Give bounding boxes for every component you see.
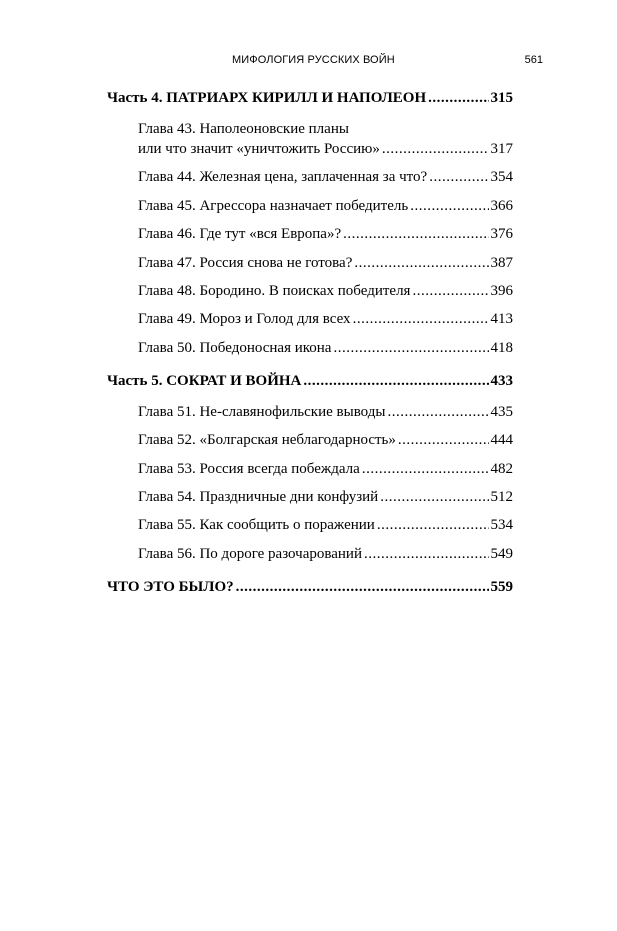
chapter-title: Глава 51. Не-славянофильские выводы xyxy=(138,403,386,420)
dot-leader xyxy=(362,459,489,479)
part-page: 559 xyxy=(490,578,513,595)
toc-chapter-55 xyxy=(107,515,513,535)
toc-chapter-50 xyxy=(107,338,513,358)
chapter-title: Глава 44. Железная цена, заплаченная за что? xyxy=(138,169,428,186)
chapter-title: Глава 50. Победоносная икона xyxy=(138,339,332,356)
chapter-title: Глава 52. «Болгарская неблагодарность» xyxy=(138,432,396,449)
dot-leader xyxy=(410,196,488,216)
toc-final-section xyxy=(107,577,513,597)
toc-chapter-53 xyxy=(107,459,513,479)
toc-chapter-43 xyxy=(107,119,513,159)
toc-chapter-48 xyxy=(107,281,513,301)
chapter-page: 549 xyxy=(490,545,513,562)
chapter-page: 376 xyxy=(490,226,513,243)
dot-leader xyxy=(382,139,489,159)
chapter-title: или что значит «уничтожить Россию» xyxy=(138,141,380,157)
chapter-title: Глава 48. Бородино. В поисках победителя xyxy=(138,282,411,299)
chapter-title: Глава 46. Где тут «вся Европа»? xyxy=(138,226,342,243)
part-page: 433 xyxy=(490,372,513,389)
part-title: ЧТО ЭТО БЫЛО? xyxy=(107,578,234,595)
part-5-chapters xyxy=(107,402,513,564)
chapter-page: 366 xyxy=(490,197,513,214)
chapter-page: 482 xyxy=(490,460,513,477)
chapter-page: 418 xyxy=(490,339,513,356)
toc-chapter-56 xyxy=(107,544,513,564)
chapter-title: Глава 45. Агрессора назначает победитель xyxy=(138,197,409,214)
chapter-title: Глава 47. Россия снова не готова? xyxy=(138,254,353,271)
toc-chapter-54 xyxy=(107,487,513,507)
toc-part-5 xyxy=(107,371,513,391)
page-number: 561 xyxy=(524,54,543,66)
dot-leader xyxy=(236,577,489,597)
toc-chapter-44 xyxy=(107,167,513,187)
chapter-page: 444 xyxy=(490,432,513,449)
dot-leader xyxy=(354,253,488,273)
chapter-title: Глава 49. Мороз и Голод для всех xyxy=(138,311,351,328)
chapter-title: Глава 54. Праздничные дни конфузий xyxy=(138,488,379,505)
chapter-page: 413 xyxy=(490,311,513,328)
dot-leader xyxy=(353,309,489,329)
chapter-page: 396 xyxy=(490,282,513,299)
part-title: Часть 4. ПАТРИАРХ КИРИЛЛ И НАПОЛЕОН xyxy=(107,90,427,106)
dot-leader xyxy=(303,371,488,391)
chapter-page: 534 xyxy=(490,517,513,534)
toc-chapter-46 xyxy=(107,224,513,244)
toc-chapter-52 xyxy=(107,430,513,450)
dot-leader xyxy=(364,544,489,564)
dot-leader xyxy=(377,515,489,535)
part-page: 315 xyxy=(490,90,513,106)
dot-leader xyxy=(429,167,488,187)
chapter-title-line1: Глава 43. Наполеоновские планы xyxy=(138,121,349,137)
dot-leader xyxy=(428,88,488,108)
toc-part-4 xyxy=(107,88,513,108)
part-4-chapters xyxy=(107,119,513,358)
dot-leader xyxy=(387,402,488,422)
part-title: Часть 5. СОКРАТ И ВОЙНА xyxy=(107,372,302,389)
chapter-page: 317 xyxy=(490,141,513,157)
toc-chapter-49 xyxy=(107,309,513,329)
dot-leader xyxy=(398,430,489,450)
dot-leader xyxy=(380,487,488,507)
chapter-title: Глава 55. Как сообщить о поражении xyxy=(138,517,375,534)
chapter-page: 435 xyxy=(490,403,513,420)
chapter-page: 387 xyxy=(490,254,513,271)
toc-chapter-45 xyxy=(107,196,513,216)
dot-leader xyxy=(343,224,488,244)
table-of-contents xyxy=(107,88,513,597)
chapter-title: Глава 56. По дороге разочарований xyxy=(138,545,362,562)
chapter-page: 512 xyxy=(490,488,513,505)
chapter-page: 354 xyxy=(490,169,513,186)
dot-leader xyxy=(333,338,488,358)
running-title: МИФОЛОГИЯ РУССКИХ ВОЙН xyxy=(232,54,395,66)
toc-chapter-51 xyxy=(107,402,513,422)
dot-leader xyxy=(412,281,488,301)
toc-chapter-47 xyxy=(107,253,513,273)
chapter-title: Глава 53. Россия всегда побеждала xyxy=(138,460,360,477)
